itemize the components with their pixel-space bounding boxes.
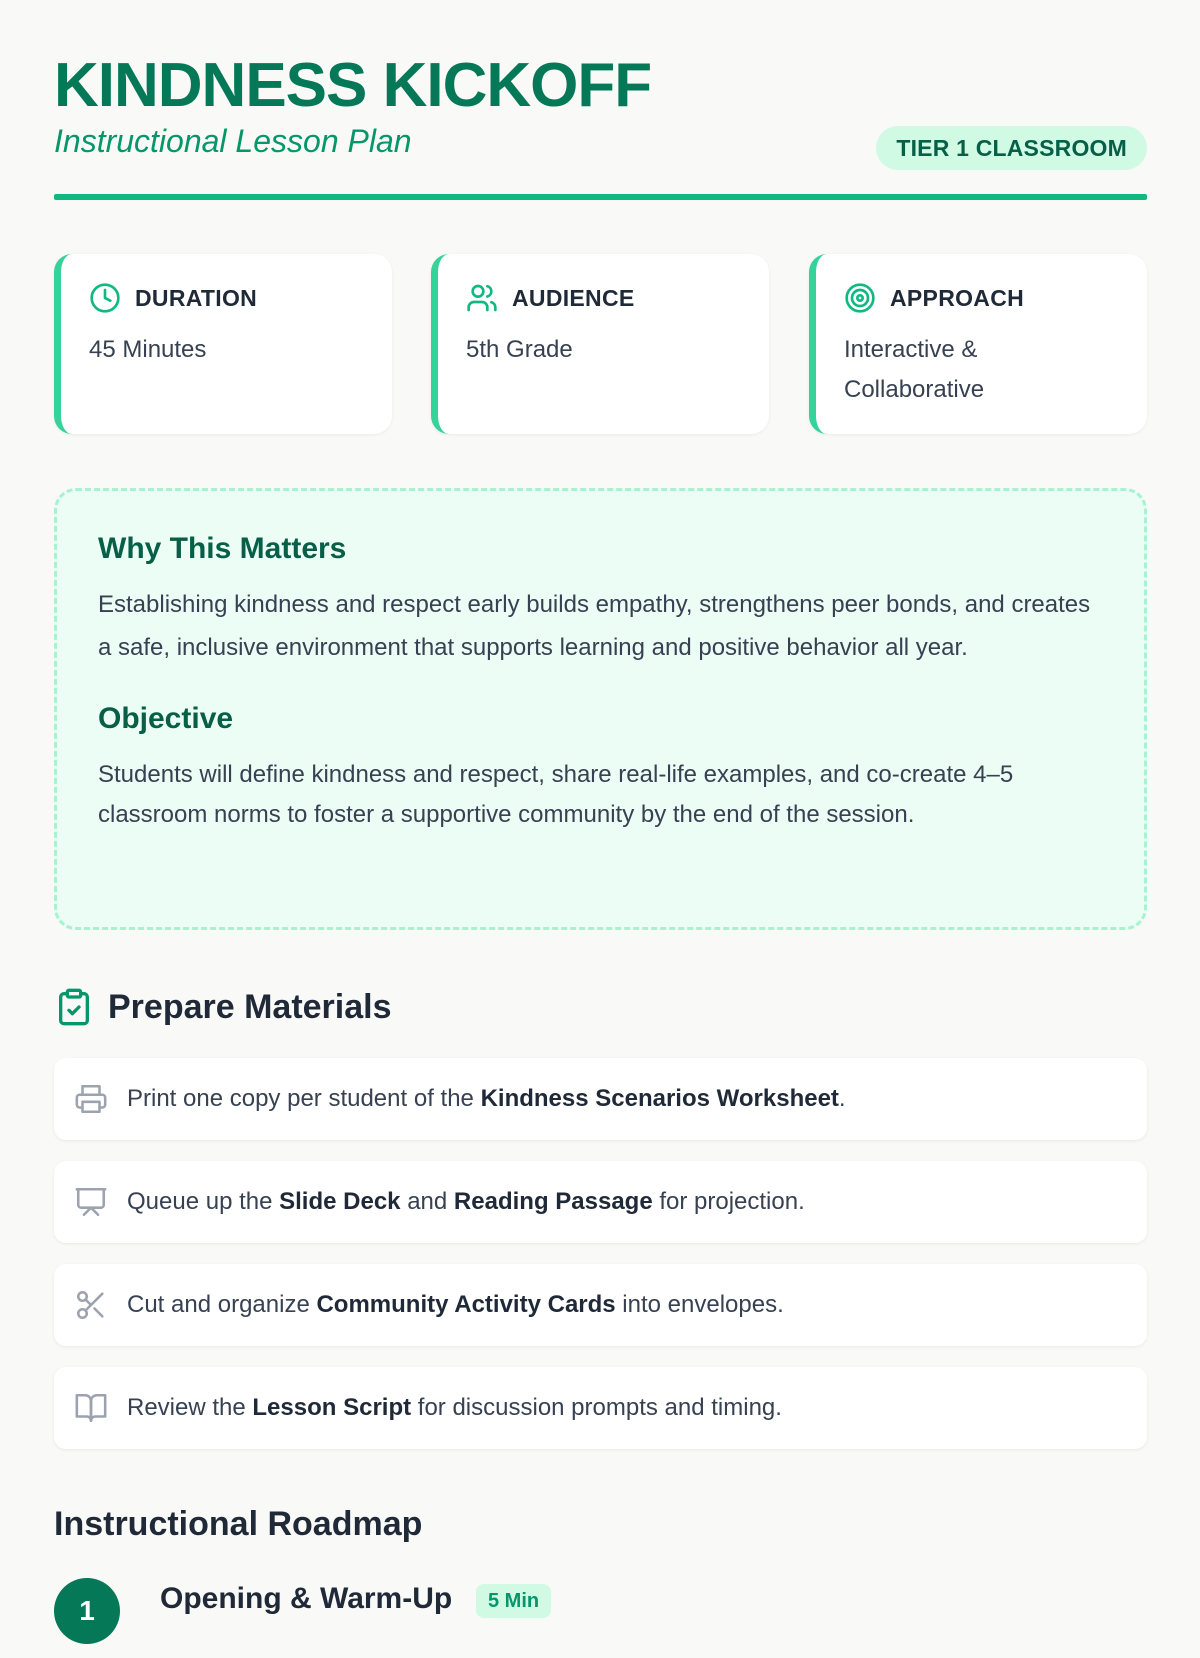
- lesson-plan-page: [54, 0, 1147, 1626]
- book-open-icon: [74, 1391, 108, 1425]
- header-divider: [54, 194, 1147, 200]
- roadmap-step: [54, 1578, 1147, 1658]
- audience-label: AUDIENCE: [512, 284, 635, 311]
- info-cards: [54, 254, 1147, 434]
- material-text: Print one copy per student of the Kindness Scenarios Worksheet.: [127, 1085, 846, 1112]
- duration-label: DURATION: [135, 284, 258, 311]
- printer-icon: [74, 1082, 108, 1116]
- material-text: Queue up the Slide Deck and Reading Passage for projection.: [127, 1188, 805, 1215]
- list-item: [54, 1161, 1147, 1243]
- objective-text: Students will define kindness and respect, share real-life examples, and co-create 4–5 classroom norms to foster a supportive community by the end of the session.: [98, 761, 1014, 828]
- approach-value: Interactive & Collaborative: [844, 336, 985, 403]
- rationale-box: [54, 488, 1147, 930]
- why-text: Establishing kindness and respect early builds empathy, strengthens peer bonds, and creates a safe, inclusive environment that supports learning and positive behavior all year.: [98, 591, 1091, 661]
- materials-title: Prepare Materials: [108, 987, 392, 1026]
- audience-value: 5th Grade: [466, 336, 573, 363]
- target-icon: [844, 282, 876, 314]
- scissors-icon: [74, 1288, 108, 1322]
- clipboard-check-icon: [54, 987, 94, 1027]
- materials-header: [54, 984, 392, 1030]
- step-number: 1: [54, 1578, 120, 1644]
- header: [54, 0, 1147, 201]
- users-icon: [466, 282, 498, 314]
- material-text: Cut and organize Community Activity Cards into envelopes.: [127, 1291, 784, 1318]
- clock-icon: [89, 282, 121, 314]
- objective-title: Objective: [98, 702, 234, 735]
- list-item: [54, 1367, 1147, 1449]
- page-title: KINDNESS KICKOFF: [54, 51, 652, 120]
- roadmap-title: Instructional Roadmap: [54, 1505, 423, 1543]
- list-item: [54, 1264, 1147, 1346]
- tier-badge: TIER 1 CLASSROOM: [876, 126, 1147, 170]
- presentation-icon: [74, 1185, 108, 1219]
- step-title: Opening & Warm-Up: [160, 1582, 453, 1615]
- approach-label: APPROACH: [890, 284, 1025, 311]
- duration-card: [54, 254, 392, 434]
- step-time-badge: 5 Min: [476, 1584, 551, 1618]
- duration-value: 45 Minutes: [89, 336, 207, 363]
- why-title: Why This Matters: [98, 532, 347, 565]
- audience-card: [431, 254, 769, 434]
- approach-card: [809, 254, 1147, 434]
- page-subtitle: Instructional Lesson Plan: [54, 123, 412, 159]
- material-text: Review the Lesson Script for discussion prompts and timing.: [127, 1394, 782, 1421]
- list-item: [54, 1058, 1147, 1140]
